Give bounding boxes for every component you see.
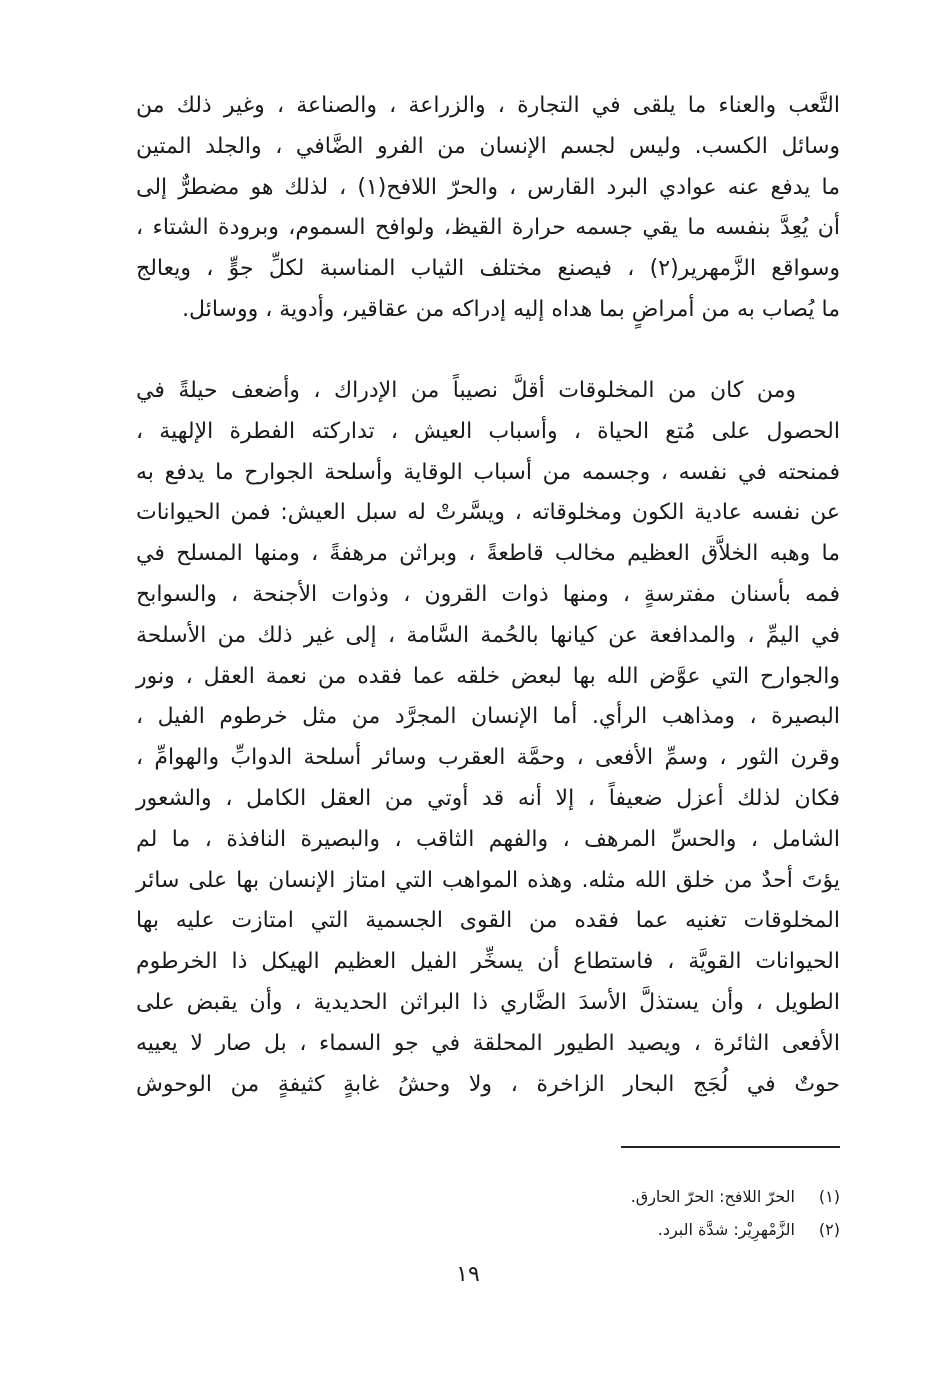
text-line: أن يُعِدَّ بنفسه ما يقي جسمه حرارة القيظ، ولوافح السموم، وبرودة الشتاء ، [136, 215, 840, 241]
footnote-text: الحرّ اللافح: الحرّ الحارق. [630, 1187, 795, 1206]
text-line: فمه بأسنان مفترسةٍ ، ومنها ذوات القرون ، وذوات الأجنحة ، والسوابح [136, 581, 840, 607]
paragraph-2 [136, 371, 840, 1105]
text-line: عن نفسه عادية الكون ومخلوقاته ، ويسَّرتْ له سبل العيش: فمن الحيوانات [136, 500, 840, 526]
footnote-text: الزَّمْهرِيْر: شدَّة البرد. [657, 1220, 795, 1239]
text-line: يؤتَ أحدٌ من خلق الله مثله. وهذه المواهب التي امتاز الإنسان بها على سائر [136, 867, 840, 893]
text-line: وقرن الثور ، وسمِّ الأفعى ، وحمَّة العقرب وسائر أسلحة الدوابِّ والهوامِّ ، [136, 745, 840, 771]
text-line: الحيوانات القويَّة ، فاستطاع أن يسخِّر الفيل العظيم الهيكل ذا الخرطوم [136, 949, 840, 975]
text-line: الأفعى الثائرة ، ويصيد الطيور المحلقة في جو السماء ، بل صار لا يعييه [136, 1030, 840, 1056]
text-line: ما يُصاب به من أمراضٍ بما هداه إليه إدراكه من عقاقير، وأدوية ، ووسائل. [182, 296, 840, 322]
text-line: فمنحته في نفسه ، وجسمه من أسباب الوقاية وأسلحة الجوارح ما يدفع به [136, 459, 840, 485]
footnotes [400, 1180, 840, 1246]
text-line: الطويل ، وأن يستذلَّ الأسدَ الضَّاري ذا البراثن الحديدية ، وأن يقبض على [136, 989, 840, 1015]
footnote-mark: (٢) [818, 1220, 840, 1239]
text-line: البصيرة ، ومذاهب الرأي. أما الإنسان المجرَّد من مثل خرطوم الفيل ، [136, 704, 840, 730]
text-line: المخلوقات تغنيه عما فقده من القوى الجسمية التي امتازت عليه بها [136, 908, 840, 934]
text-line: في اليمِّ ، والمدافعة عن كيانها بالحُمة السَّامة ، إلى غير ذلك من الأسلحة [136, 622, 840, 648]
text-line: الشامل ، والحسِّ المرهف ، والفهم الثاقب ، والبصيرة النافذة ، ما لم [136, 826, 840, 852]
footnote-2 [400, 1213, 840, 1246]
text-line: ما يدفع عنه عوادي البرد القارس ، والحرّ اللافح(١) ، لذلك هو مضطرٌّ إلى [136, 174, 840, 200]
page-number: ١٩ [456, 1262, 480, 1287]
paragraph-1 [136, 86, 840, 331]
footnote-separator [621, 1146, 840, 1148]
footnote-mark: (١) [818, 1187, 840, 1206]
text-line: ما وهبه الخلاَّق العظيم مخالب قاطعةً ، وبراثن مرهفةً ، ومنها المسلح في [136, 541, 840, 567]
text-line: ومن كان من المخلوقات أقلَّ نصيباً من الإدراك ، وأضعف حيلةً في [136, 378, 796, 403]
text-line: فكان لذلك أعزل ضعيفاً ، إلا أنه قد أوتي من العقل الكامل ، والشعور [136, 785, 840, 811]
text-line: التَّعب والعناء ما يلقى في التجارة ، والزراعة ، والصناعة ، وغير ذلك من [136, 93, 840, 118]
text-line: الحصول على مُتع الحياة ، وأسباب العيش ، تداركته الفطرة الإلهية ، [136, 418, 840, 444]
footnote-1 [400, 1180, 840, 1213]
text-line: حوتٌ في لُجَج البحار الزاخرة ، ولا وحشُ غابةٍ كثيفةٍ من الوحوش [136, 1071, 840, 1097]
text-line: وسواقع الزَّمهرير(٢) ، فيصنع مختلف الثياب المناسبة لكلِّ جوٍّ ، ويعالج [136, 256, 840, 282]
text-line: والجوارح التي عوَّض الله بها لبعض خلقه عما فقده من نعمة العقل ، ونور [136, 663, 840, 689]
text-line: وسائل الكسب. وليس لجسم الإنسان من الفرو الضَّافي ، والجلد المتين [136, 133, 840, 159]
